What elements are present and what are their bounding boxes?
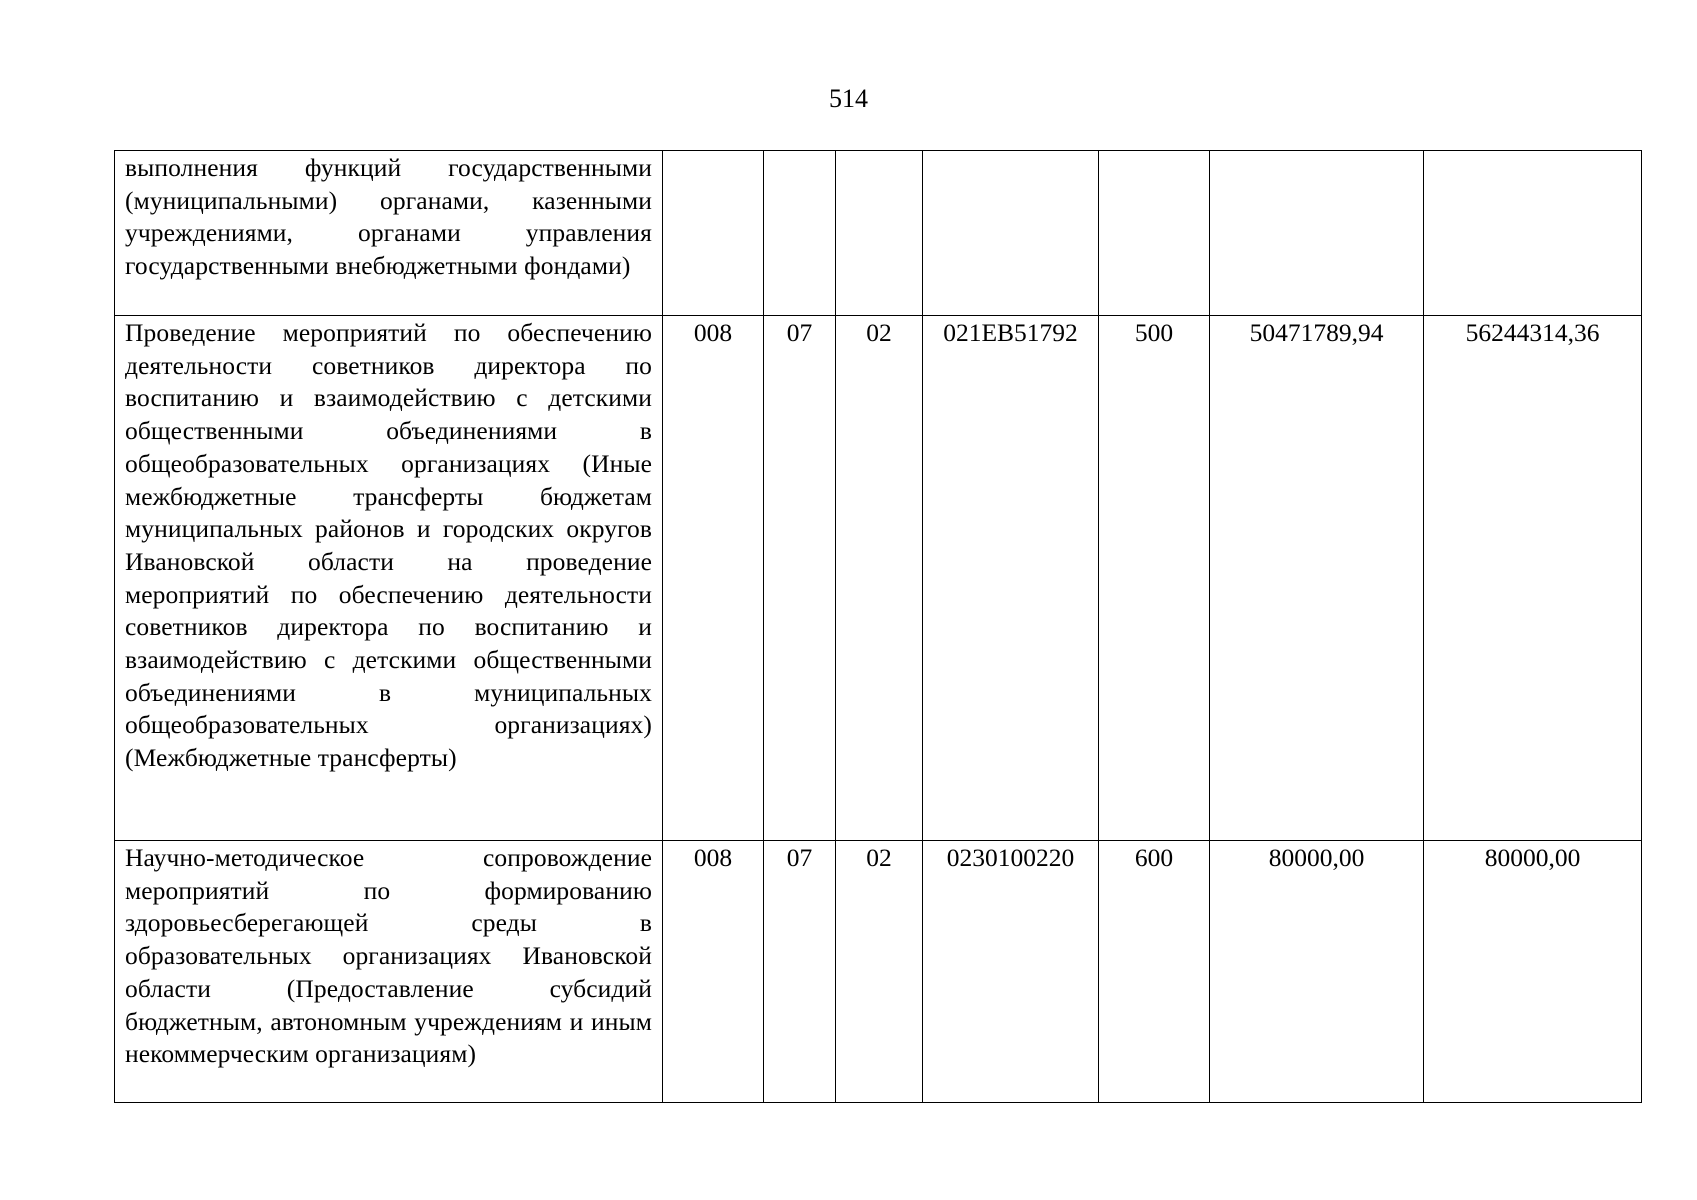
section-code xyxy=(764,151,836,316)
expense-type-code xyxy=(1099,151,1210,316)
budget-table xyxy=(114,150,1642,1103)
amount-second: 56244314,36 xyxy=(1424,316,1642,841)
amount-first: 80000,00 xyxy=(1210,841,1424,1103)
row-description: Проведение мероприятий по обеспечению деятельности советников директора по воспитанию и взаимодействию с детскими общественными объединениями в общеобразовательных организациях (Иные межбюджетные трансферты бюджетам муниципальных районов и городских округов Ивановской области на проведение мероприятий по обеспечению деятельности советников директора по воспитанию и взаимодействию с детскими общественными объединениями в муниципальных общеобразовательных организациях) (Межбюджетные трансферты) xyxy=(115,316,663,841)
subsection-code: 02 xyxy=(836,316,923,841)
amount-second: 80000,00 xyxy=(1424,841,1642,1103)
amount-first xyxy=(1210,151,1424,316)
row-description: Научно-методическое сопровождение мероприятий по формированию здоровьесберегающей среды в образовательных организациях Ивановской области (Предоставление субсидий бюджетным, автономным учреждениям и иным некоммерческим организациям) xyxy=(115,841,663,1103)
amount-second xyxy=(1424,151,1642,316)
section-code: 07 xyxy=(764,316,836,841)
amount-first: 50471789,94 xyxy=(1210,316,1424,841)
row-description: выполнения функций государственными (муниципальными) органами, казенными учреждениями, органами управления государственными внебюджетными фондами) xyxy=(115,151,663,316)
target-article-code: 0230100220 xyxy=(923,841,1099,1103)
ministry-code: 008 xyxy=(663,841,764,1103)
target-article-code: 021EВ51792 xyxy=(923,316,1099,841)
table-row xyxy=(115,841,1642,1103)
subsection-code: 02 xyxy=(836,841,923,1103)
table-row xyxy=(115,316,1642,841)
expense-type-code: 600 xyxy=(1099,841,1210,1103)
page-number: 514 xyxy=(829,84,868,113)
table-row xyxy=(115,151,1642,316)
expense-type-code: 500 xyxy=(1099,316,1210,841)
ministry-code xyxy=(663,151,764,316)
target-article-code xyxy=(923,151,1099,316)
section-code: 07 xyxy=(764,841,836,1103)
ministry-code: 008 xyxy=(663,316,764,841)
subsection-code xyxy=(836,151,923,316)
